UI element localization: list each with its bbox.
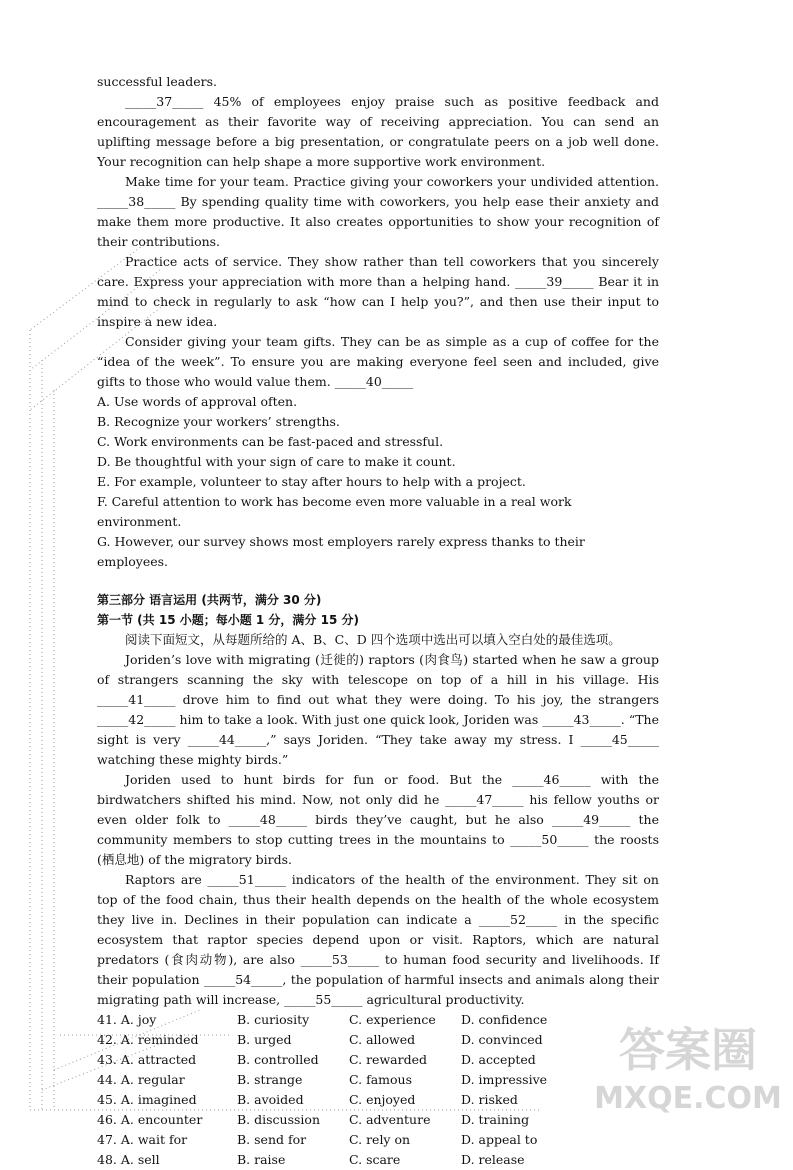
choice-42-d: D. convinced (461, 1032, 543, 1047)
choice-47-d: D. appeal to (461, 1132, 538, 1147)
cloze-paragraph-3: Raptors are _____51_____ indicators of the health of the environment. They sit on top of the food chain, thus their health depends on the health of the whole ecosystem they live in. Declines in their population can indicate a _____52_____ in the specific ecosystem that raptor species depend upon or visit. Raptors, which are natural predators (食肉动物), are also _____53_____ to human food security and livelihoods. If their population _____54_____, the population of harmful insects and animals along their migrating path will increase, _____55_____ agricultural productivity. (97, 872, 659, 1007)
choice-row-46 (97, 1110, 659, 1130)
choice-48-b: B. raise (237, 1152, 286, 1167)
option-c: C. Work environments can be fast-paced and stressful. (97, 434, 444, 449)
choice-42-c: C. allowed (349, 1032, 416, 1047)
choice-46-d: D. training (461, 1112, 530, 1127)
choice-row-42 (97, 1030, 659, 1050)
choice-46-c: C. adventure (349, 1112, 431, 1127)
part3-heading: 第三部分 语言运用 (共两节，满分 30 分) (97, 593, 322, 607)
choice-45-b: B. avoided (237, 1092, 304, 1107)
option-a: A. Use words of approval often. (97, 394, 298, 409)
cloze-choices-table (97, 1010, 659, 1170)
cloze-paragraph-2: Joriden used to hunt birds for fun or food. But the _____46_____ with the birdwatchers shifted his mind. Now, not only did he _____47_____ his fellow youths or even older folk to _____48_____ birds they’ve caught, but he also _____49_____ the community members to stop cutting trees in the mountains to _____50_____ the roosts (栖息地) of the migratory birds. (97, 772, 659, 867)
choice-41-b: B. curiosity (237, 1012, 310, 1027)
choice-43-a: 43. A. attracted (97, 1052, 197, 1067)
choice-row-41 (97, 1010, 659, 1030)
watermark-logo (593, 1008, 783, 1118)
option-b: B. Recognize your workers’ strengths. (97, 414, 340, 429)
choice-48-c: C. scare (349, 1152, 401, 1167)
choice-48-a: 48. A. sell (97, 1152, 160, 1167)
choice-row-48 (97, 1150, 659, 1170)
choice-45-a: 45. A. imagined (97, 1092, 197, 1107)
paragraph-38: Make time for your team. Practice giving your coworkers your undivided attention. _____38_____ By spending quality time with coworkers, you help ease their anxiety and make them more productive. It also creates opportunities to show your recognition of their contributions. (97, 174, 659, 249)
watermark-logo-text: 答案圈 (619, 1023, 757, 1077)
choice-41-d: D. confidence (461, 1012, 548, 1027)
choice-42-b: B. urged (237, 1032, 292, 1047)
paragraph-37: _____37_____ 45% of employees enjoy praise such as positive feedback and encouragement as their favorite way of receiving appreciation. You can send an uplifting message before a big presentation, or congratulate peers on a job well done. Your recognition can help shape a more supportive work environment. (97, 94, 659, 169)
choice-46-a: 46. A. encounter (97, 1112, 203, 1127)
choice-41-a: 41. A. joy (97, 1012, 157, 1027)
section1-heading: 第一节 (共 15 小题；每小题 1 分，满分 15 分) (97, 613, 359, 627)
option-g: G. However, our survey shows most employers rarely express thanks to their employees. (97, 534, 585, 569)
option-f: F. Careful attention to work has become even more valuable in a real work environment. (97, 494, 572, 529)
exam-page-content (97, 72, 659, 1170)
choice-45-d: D. risked (461, 1092, 518, 1107)
choice-46-b: B. discussion (237, 1112, 321, 1127)
choice-47-a: 47. A. wait for (97, 1132, 188, 1147)
paragraph-39: Practice acts of service. They show rather than tell coworkers that you sincerely care. Express your appreciation with more than a helping hand. _____39_____ Bear it in mind to check in regularly to ask “how can I help you?”, and then use their input to inspire a new idea. (97, 254, 659, 329)
choice-43-c: C. rewarded (349, 1052, 427, 1067)
paragraph-leaders-fragment: successful leaders. (97, 74, 217, 89)
choice-row-47 (97, 1130, 659, 1150)
choice-41-c: C. experience (349, 1012, 436, 1027)
answer-options-list (97, 392, 659, 572)
choice-43-d: D. accepted (461, 1052, 536, 1067)
cloze-instruction: 阅读下面短文，从每题所给的 A、B、C、D 四个选项中选出可以填入空白处的最佳选项。 (125, 632, 621, 647)
choice-row-45 (97, 1090, 659, 1110)
choice-43-b: B. controlled (237, 1052, 319, 1067)
choice-47-c: C. rely on (349, 1132, 411, 1147)
option-d: D. Be thoughtful with your sign of care to make it count. (97, 454, 456, 469)
choice-row-44 (97, 1070, 659, 1090)
cloze-paragraph-1: Joriden’s love with migrating (迁徙的) raptors (肉食鸟) started when he saw a group of strangers scanning the sky with telescope on top of a hill in his village. His _____41_____ drove him to find out what they were doing. To his joy, the strangers _____42_____ him to take a look. With just one quick look, Joriden was _____43_____. “The sight is very _____44_____,” says Joriden. “They take away my stress. I _____45_____ watching these mighty birds.” (97, 652, 659, 767)
watermark-url-text: MXQE.COM (594, 1081, 782, 1116)
choice-44-b: B. strange (237, 1072, 303, 1087)
choice-47-b: B. send for (237, 1132, 307, 1147)
choice-44-a: 44. A. regular (97, 1072, 185, 1087)
choice-45-c: C. enjoyed (349, 1092, 416, 1107)
choice-42-a: 42. A. reminded (97, 1032, 199, 1047)
choice-48-d: D. release (461, 1152, 525, 1167)
paragraph-40: Consider giving your team gifts. They can be as simple as a cup of coffee for the “idea of the week”. To ensure you are making everyone feel seen and included, give gifts to those who would value them. _____40_____ (97, 334, 659, 389)
option-e: E. For example, volunteer to stay after hours to help with a project. (97, 474, 526, 489)
choice-44-c: C. famous (349, 1072, 412, 1087)
choice-44-d: D. impressive (461, 1072, 548, 1087)
choice-row-43 (97, 1050, 659, 1070)
